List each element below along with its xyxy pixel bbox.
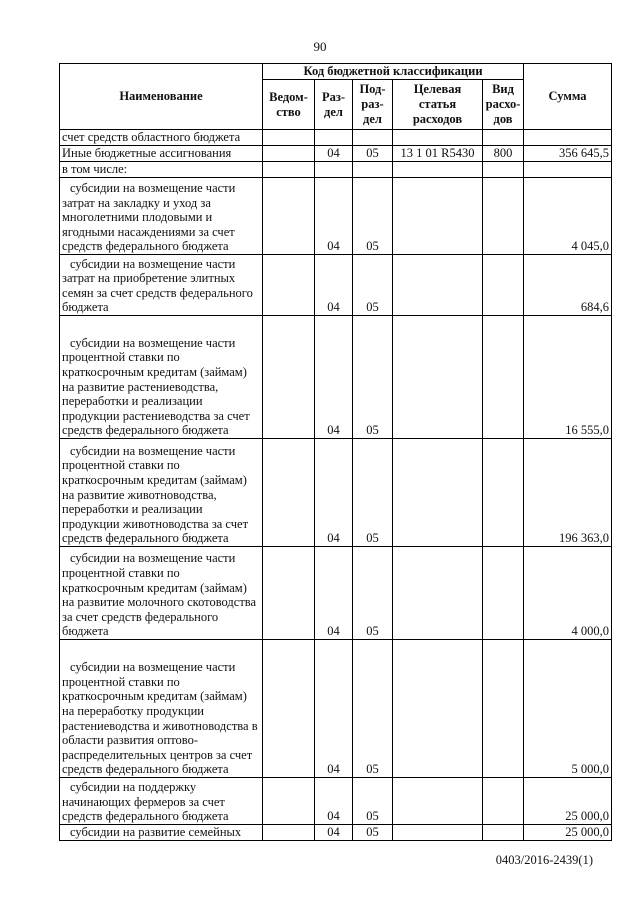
table-row: [60, 825, 612, 841]
department-cell: [263, 316, 315, 439]
target-item-cell: [393, 255, 483, 316]
table-row: [60, 316, 612, 439]
expense-type-cell: [483, 255, 524, 316]
target-item-cell: [393, 778, 483, 825]
name-cell: субсидии на возмещение части процентной ставки по краткосрочным кредитам (займам) на развитие растениеводства, переработки и реализации продукции растениеводства за счет средств федерального бюджета: [60, 316, 263, 439]
table-row: [60, 439, 612, 547]
header-section: Раз- дел: [315, 80, 353, 130]
header-expense-type: Вид расхо- дов: [483, 80, 524, 130]
subsection-cell: 05: [353, 316, 393, 439]
department-cell: [263, 547, 315, 640]
header-classification-group: Код бюджетной классификации: [263, 64, 524, 80]
target-item-cell: [393, 130, 483, 146]
subsection-cell: [353, 162, 393, 178]
target-item-cell: [393, 178, 483, 255]
header-department: Ведом- ство: [263, 80, 315, 130]
table-row: [60, 547, 612, 640]
sum-cell: 196 363,0: [524, 439, 612, 547]
name-cell: субсидии на возмещение части процентной ставки по краткосрочным кредитам (займам) на переработку продукции растениеводства и животноводства в области развития оптово-распределительных центров за счет средств федерального бюджета: [60, 640, 263, 778]
budget-table: [59, 63, 612, 841]
department-cell: [263, 825, 315, 841]
target-item-cell: [393, 547, 483, 640]
expense-type-cell: [483, 316, 524, 439]
section-cell: 04: [315, 825, 353, 841]
target-item-cell: [393, 825, 483, 841]
expense-type-cell: [483, 439, 524, 547]
target-item-cell: [393, 316, 483, 439]
subsection-cell: 05: [353, 547, 393, 640]
section-cell: 04: [315, 316, 353, 439]
name-cell: субсидии на возмещение части процентной ставки по краткосрочным кредитам (займам) на развитие животноводства, переработки и реализации продукции животноводства за счет средств федерального бюджета: [60, 439, 263, 547]
table-row: [60, 162, 612, 178]
subsection-cell: 05: [353, 146, 393, 162]
subsection-cell: 05: [353, 255, 393, 316]
target-item-cell: [393, 162, 483, 178]
header-subsection: Под- раз- дел: [353, 80, 393, 130]
table-row: [60, 178, 612, 255]
section-cell: 04: [315, 146, 353, 162]
table-row: [60, 130, 612, 146]
department-cell: [263, 778, 315, 825]
subsection-cell: [353, 130, 393, 146]
table-row: [60, 778, 612, 825]
target-item-cell: 13 1 01 R5430: [393, 146, 483, 162]
sum-cell: 4 000,0: [524, 547, 612, 640]
section-cell: 04: [315, 255, 353, 316]
target-item-cell: [393, 640, 483, 778]
expense-type-cell: [483, 778, 524, 825]
sum-cell: 5 000,0: [524, 640, 612, 778]
department-cell: [263, 439, 315, 547]
table-row: [60, 640, 612, 778]
name-cell: субсидии на развитие семейных: [60, 825, 263, 841]
name-cell: субсидии на возмещение части процентной ставки по краткосрочным кредитам (займам) на развитие молочного скотоводства за счет средств федерального бюджета: [60, 547, 263, 640]
document-code: 0403/2016-2439(1): [495, 853, 593, 867]
department-cell: [263, 146, 315, 162]
name-cell: Иные бюджетные ассигнования: [60, 146, 263, 162]
header-name: Наименование: [60, 64, 263, 130]
subsection-cell: 05: [353, 439, 393, 547]
target-item-cell: [393, 439, 483, 547]
name-cell: в том числе:: [60, 162, 263, 178]
expense-type-cell: [483, 162, 524, 178]
name-cell: счет средств областного бюджета: [60, 130, 263, 146]
subsection-cell: 05: [353, 178, 393, 255]
section-cell: 04: [315, 178, 353, 255]
department-cell: [263, 178, 315, 255]
section-cell: 04: [315, 640, 353, 778]
expense-type-cell: [483, 130, 524, 146]
expense-type-cell: [483, 640, 524, 778]
section-cell: [315, 130, 353, 146]
sum-cell: [524, 162, 612, 178]
table-row: [60, 146, 612, 162]
section-cell: [315, 162, 353, 178]
name-cell: субсидии на поддержку начинающих фермеров за счет средств федерального бюджета: [60, 778, 263, 825]
section-cell: 04: [315, 439, 353, 547]
department-cell: [263, 255, 315, 316]
subsection-cell: 05: [353, 640, 393, 778]
sum-cell: [524, 130, 612, 146]
table-row: [60, 255, 612, 316]
sum-cell: 684,6: [524, 255, 612, 316]
subsection-cell: 05: [353, 778, 393, 825]
expense-type-cell: [483, 547, 524, 640]
expense-type-cell: [483, 178, 524, 255]
expense-type-cell: [483, 825, 524, 841]
expense-type-cell: 800: [483, 146, 524, 162]
sum-cell: 16 555,0: [524, 316, 612, 439]
department-cell: [263, 130, 315, 146]
department-cell: [263, 162, 315, 178]
name-cell: субсидии на возмещение части затрат на приобретение элитных семян за счет средств федерального бюджета: [60, 255, 263, 316]
sum-cell: 356 645,5: [524, 146, 612, 162]
name-cell: субсидии на возмещение части затрат на закладку и уход за многолетними плодовыми и ягодными насаждениями за счет средств федерального бюджета: [60, 178, 263, 255]
header-target-item: Целевая статья расходов: [393, 80, 483, 130]
sum-cell: 25 000,0: [524, 825, 612, 841]
subsection-cell: 05: [353, 825, 393, 841]
page-number: 90: [313, 39, 327, 54]
section-cell: 04: [315, 778, 353, 825]
section-cell: 04: [315, 547, 353, 640]
sum-cell: 4 045,0: [524, 178, 612, 255]
header-sum: Сумма: [524, 64, 612, 130]
department-cell: [263, 640, 315, 778]
sum-cell: 25 000,0: [524, 778, 612, 825]
